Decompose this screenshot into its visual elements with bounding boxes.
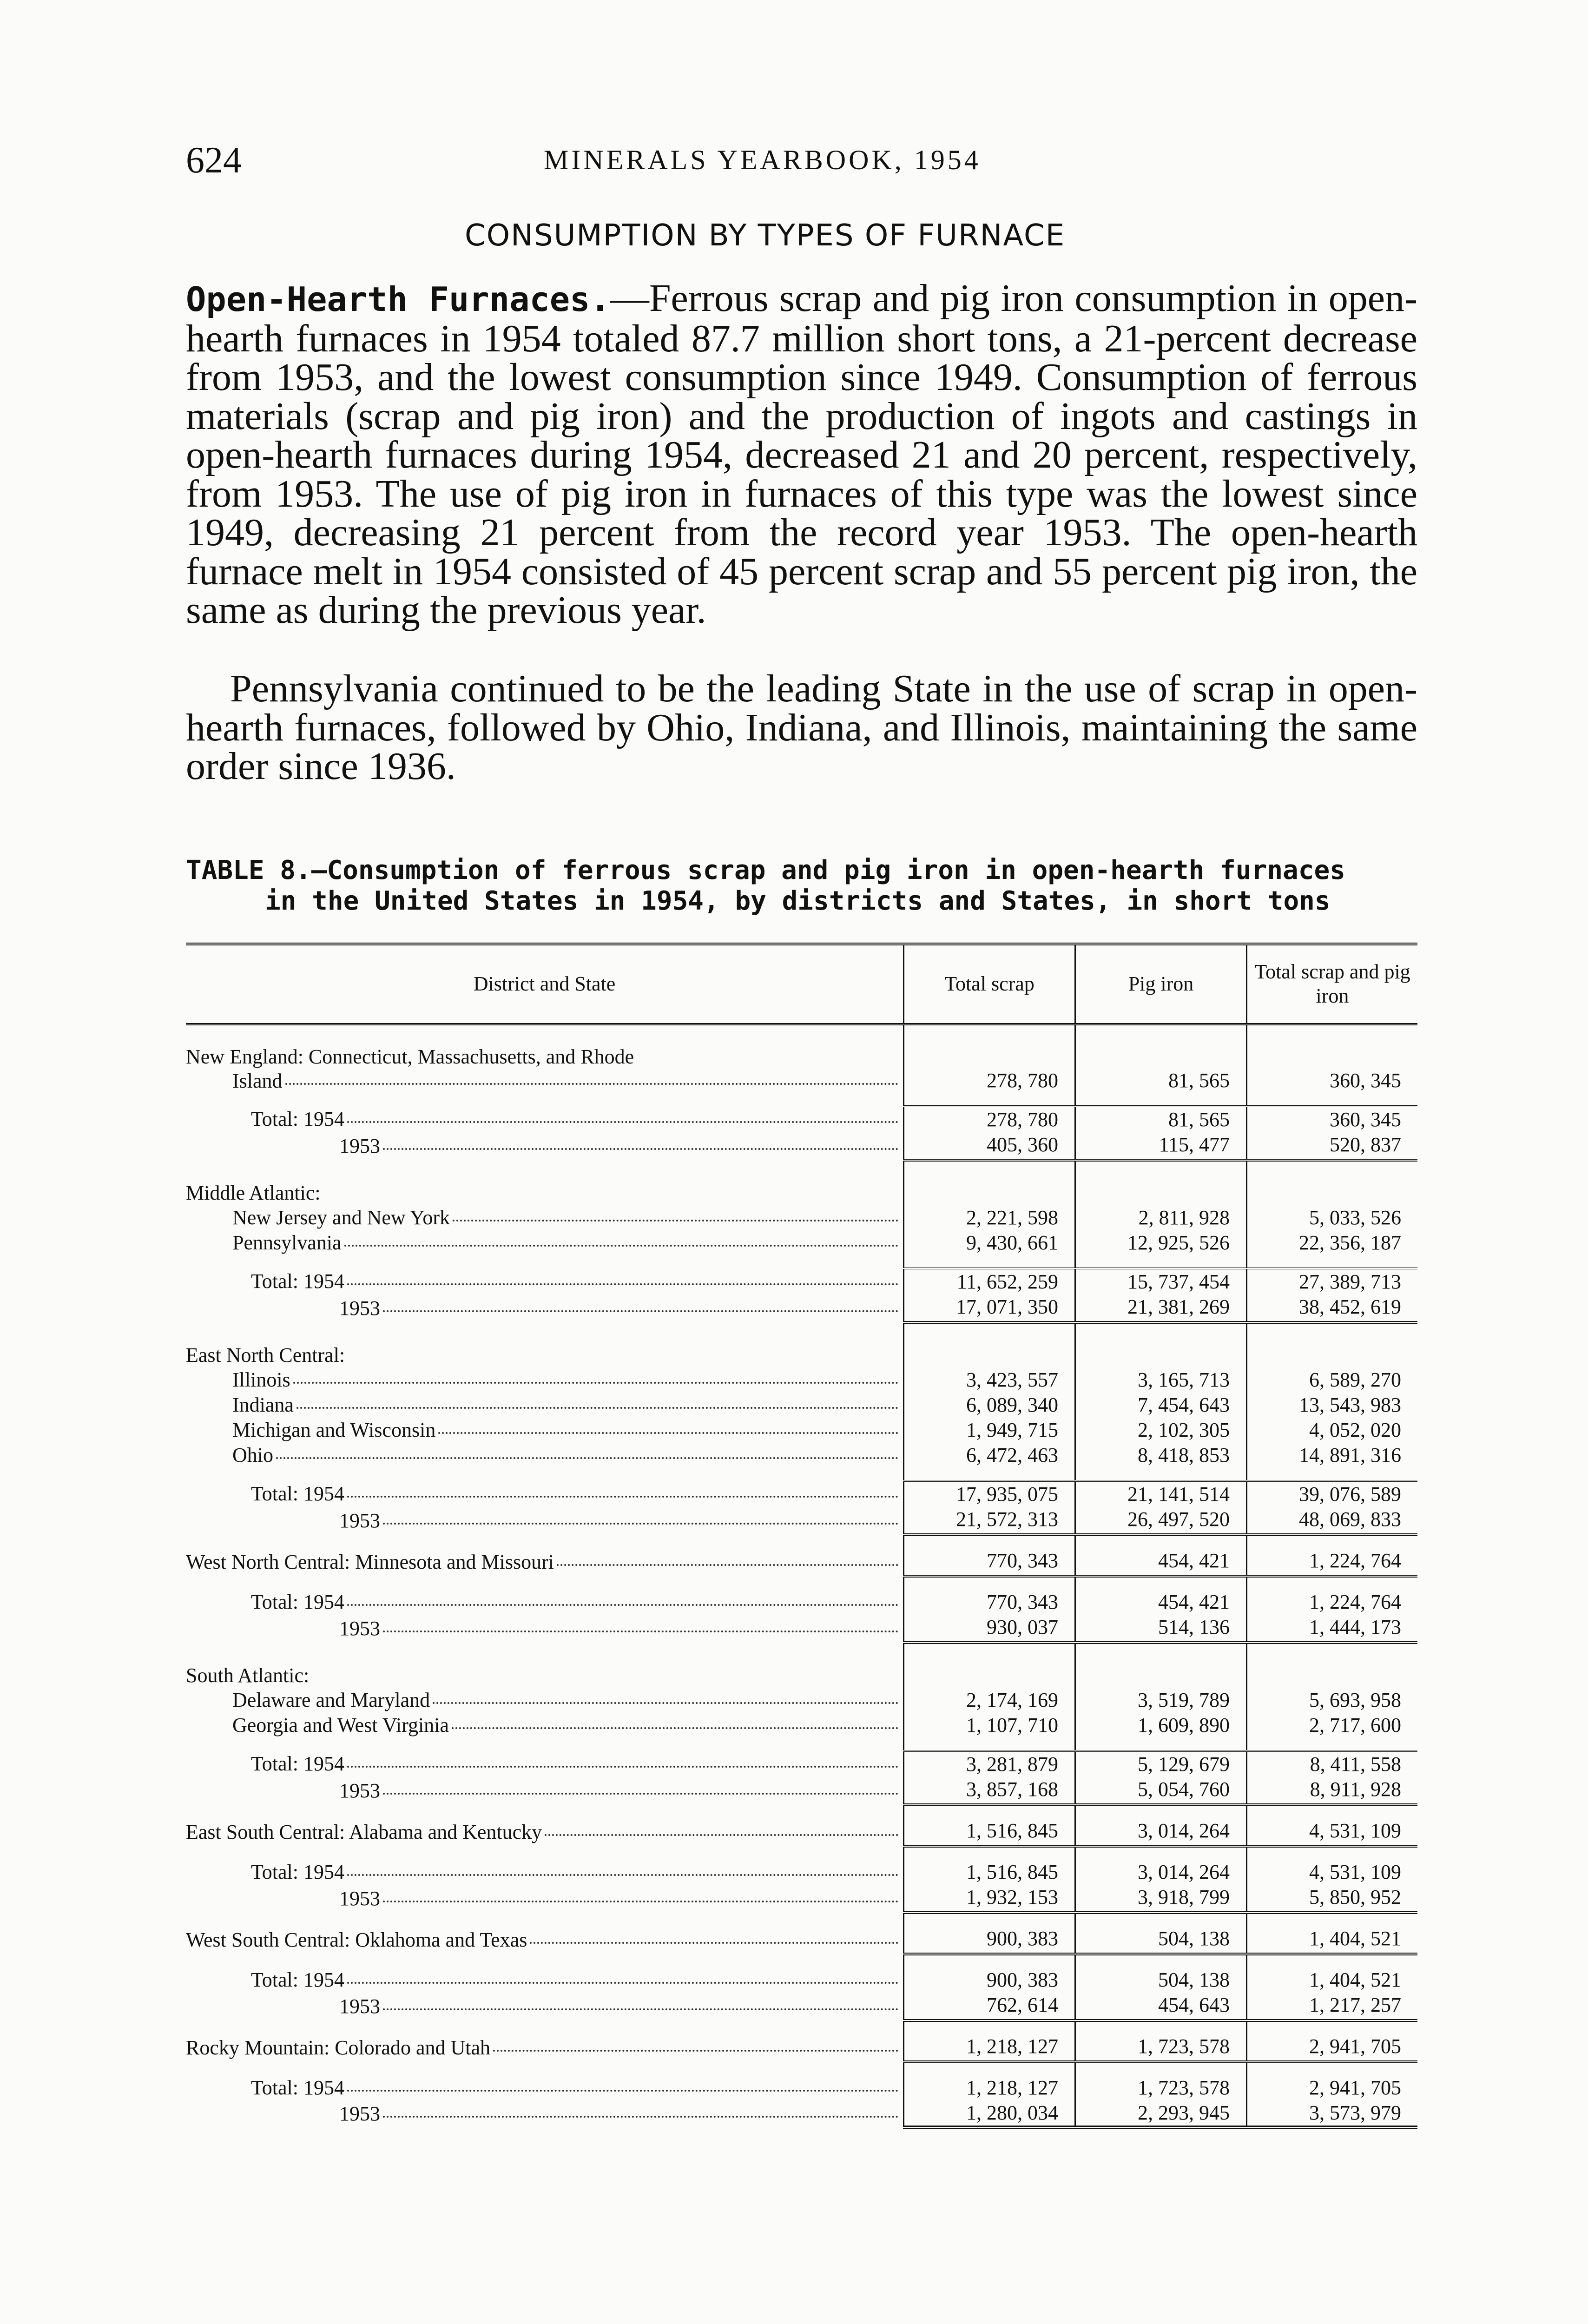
row-label: 1954	[303, 1107, 345, 1130]
cell-value: 2, 717, 600	[1247, 1713, 1418, 1738]
cell-value: 15, 737, 454	[1075, 1268, 1247, 1294]
cell-value: 1, 218, 127	[904, 2075, 1075, 2100]
cell-value: 360, 345	[1247, 1045, 1418, 1093]
row-label: West South Central: Oklahoma and Texas	[186, 1928, 527, 1951]
cell-value: 48, 069, 833	[1247, 1507, 1418, 1535]
table-row	[186, 1713, 1417, 1738]
cell-value: 278, 780	[904, 1106, 1075, 1132]
cell-value: 13, 543, 983	[1247, 1393, 1418, 1418]
cell-value: 1, 444, 173	[1247, 1615, 1418, 1643]
row-label: 1953	[339, 1617, 380, 1640]
cell-value: 770, 343	[904, 1590, 1075, 1615]
row-label: 1954	[303, 1269, 345, 1293]
table-row	[186, 1205, 1417, 1230]
cell-value: 520, 837	[1247, 1132, 1418, 1160]
row-label: Total:	[251, 1482, 299, 1505]
cell-value: 26, 497, 520	[1075, 1507, 1247, 1535]
row-label: Total:	[251, 1107, 299, 1130]
table-row	[186, 1993, 1417, 2020]
section-title: CONSUMPTION BY TYPES OF FURNACE	[465, 218, 1066, 253]
cell-value: 3, 014, 264	[1075, 1818, 1247, 1846]
cell-value: 3, 857, 168	[904, 1777, 1075, 1805]
col-header-total-scrap: Total scrap	[904, 944, 1075, 1024]
row-label: Michigan and Wisconsin	[232, 1418, 436, 1441]
table-row	[186, 1885, 1417, 1913]
table-row	[186, 1751, 1417, 1777]
cell-value: 8, 418, 853	[1075, 1443, 1247, 1468]
table-row	[186, 1507, 1417, 1535]
cell-value: 1, 609, 890	[1075, 1713, 1247, 1738]
cell-value: 900, 383	[904, 1926, 1075, 1954]
cell-value: 5, 850, 952	[1247, 1885, 1418, 1913]
cell-value: 3, 014, 264	[1075, 1860, 1247, 1885]
cell-value: 1, 516, 845	[904, 1818, 1075, 1846]
cell-value: 7, 454, 643	[1075, 1393, 1247, 1418]
cell-value: 2, 941, 705	[1247, 2034, 1418, 2062]
cell-value: 11, 652, 259	[904, 1268, 1075, 1294]
row-label: West North Central: Minnesota and Missouri	[186, 1550, 554, 1573]
cell-value: 38, 452, 619	[1247, 1294, 1418, 1322]
row-label: 1954	[303, 2076, 345, 2099]
row-label: New England: Connecticut, Massachusetts, and Rhode	[186, 1045, 634, 1068]
page-number: 624	[186, 140, 242, 181]
cell-value: 4, 531, 109	[1247, 1860, 1418, 1885]
cell-value: 6, 589, 270	[1247, 1367, 1418, 1393]
row-label: Island	[232, 1069, 283, 1092]
col-header-total-combined: Total scrap and pig iron	[1247, 944, 1418, 1024]
cell-value: 6, 472, 463	[904, 1443, 1075, 1468]
cell-value: 3, 423, 557	[904, 1367, 1075, 1393]
cell-value: 360, 345	[1247, 1106, 1418, 1132]
row-label: Total:	[251, 1968, 299, 1991]
cell-value: 81, 565	[1075, 1106, 1247, 1132]
cell-value: 3, 573, 979	[1247, 2100, 1418, 2127]
row-label: Illinois	[232, 1368, 290, 1391]
row-label: Middle Atlantic:	[186, 1181, 321, 1204]
cell-value: 8, 411, 558	[1247, 1751, 1418, 1777]
cell-value: 2, 941, 705	[1247, 2075, 1418, 2100]
table-row	[186, 1777, 1417, 1805]
row-label: Total:	[251, 1860, 299, 1883]
cell-value: 1, 218, 127	[904, 2034, 1075, 2062]
table-row	[186, 1367, 1417, 1393]
row-label: Ohio	[232, 1443, 273, 1466]
cell-value: 9, 430, 661	[904, 1230, 1075, 1255]
cell-value: 5, 054, 760	[1075, 1777, 1247, 1805]
table-row	[186, 1664, 1417, 1688]
row-label: South Atlantic:	[186, 1664, 310, 1687]
table-row	[186, 1967, 1417, 1993]
col-header-district: District and State	[186, 944, 904, 1024]
cell-value: 21, 381, 269	[1075, 1294, 1247, 1322]
cell-value: 1, 280, 034	[904, 2100, 1075, 2127]
cell-value: 1, 107, 710	[904, 1713, 1075, 1738]
cell-value: 12, 925, 526	[1075, 1230, 1247, 1255]
cell-value: 1, 949, 715	[904, 1418, 1075, 1443]
table-row	[186, 1615, 1417, 1643]
row-label: 1954	[303, 1482, 345, 1505]
table-row	[186, 2100, 1417, 2127]
table-row	[186, 1294, 1417, 1322]
table-row	[186, 2075, 1417, 2100]
row-label: Total:	[251, 1752, 299, 1775]
cell-value: 2, 293, 945	[1075, 2100, 1247, 2127]
paragraph-body: —Ferrous scrap and pig iron consumption in open-hearth furnaces in 1954 totaled 87.7 million short tons, a 21-percent decrease from 1953, and the lowest consumption since 1949. Consumption of ferrous materials (scrap and pig iron) and the production of ingots and castings in open-hearth furnaces during 1954, decreased 21 and 20 percent, respectively, from 1953. The use of pig iron in furnaces of this type was the lowest since 1949, decreasing 21 percent from the record year 1953. The open-hearth furnace melt in 1954 consisted of 45 percent scrap and 55 percent pig iron, the same as during the previous year.	[186, 277, 1417, 632]
table-row	[186, 1230, 1417, 1255]
cell-value: 514, 136	[1075, 1615, 1247, 1643]
row-label: Total:	[251, 1269, 299, 1293]
cell-value: 39, 076, 589	[1247, 1481, 1418, 1507]
table-row	[186, 1106, 1417, 1132]
table-row	[186, 1860, 1417, 1885]
table-row	[186, 1818, 1417, 1846]
cell-value: 504, 138	[1075, 1926, 1247, 1954]
row-label: 1954	[303, 1968, 345, 1991]
paragraph-pennsylvania: Pennsylvania continued to be the leading State in the use of scrap in open-hearth furnaces, followed by Ohio, Indiana, and Illinois, maintaining the same order since 1936.	[186, 667, 1417, 788]
row-label: 1954	[303, 1752, 345, 1775]
row-label: East South Central: Alabama and Kentucky	[186, 1820, 542, 1843]
row-label: Delaware and Maryland	[232, 1688, 430, 1711]
row-label: Total:	[251, 2076, 299, 2099]
cell-value: 3, 918, 799	[1075, 1885, 1247, 1913]
cell-value: 5, 693, 958	[1247, 1688, 1418, 1713]
row-label: 1953	[339, 2102, 380, 2125]
cell-value: 115, 477	[1075, 1132, 1247, 1160]
cell-value: 278, 780	[904, 1045, 1075, 1093]
row-label: 1953	[339, 1994, 380, 2018]
cell-value: 454, 421	[1075, 1548, 1247, 1576]
cell-value: 2, 221, 598	[904, 1205, 1075, 1230]
row-label: Georgia and West Virginia	[232, 1713, 449, 1736]
table-row	[186, 1268, 1417, 1294]
table-row	[186, 1045, 1417, 1093]
table-row	[186, 1443, 1417, 1468]
row-label: East North Central:	[186, 1343, 345, 1367]
row-label: 1953	[339, 1887, 380, 1910]
cell-value: 1, 217, 257	[1247, 1993, 1418, 2020]
col-header-pig-iron: Pig iron	[1075, 944, 1247, 1024]
row-label: Indiana	[232, 1393, 294, 1416]
cell-value: 1, 404, 521	[1247, 1926, 1418, 1954]
cell-value: 21, 141, 514	[1075, 1481, 1247, 1507]
table-row	[186, 2034, 1417, 2062]
cell-value: 14, 891, 316	[1247, 1443, 1418, 1468]
cell-value: 27, 389, 713	[1247, 1268, 1418, 1294]
running-title: MINERALS YEARBOOK, 1954	[544, 145, 981, 175]
cell-value: 3, 519, 789	[1075, 1688, 1247, 1713]
table-row	[186, 1548, 1417, 1576]
row-label: Rocky Mountain: Colorado and Utah	[186, 2036, 491, 2059]
cell-value: 2, 811, 928	[1075, 1205, 1247, 1230]
cell-value: 1, 932, 153	[904, 1885, 1075, 1913]
row-label: 1953	[339, 1296, 380, 1320]
cell-value: 454, 643	[1075, 1993, 1247, 2020]
cell-value: 22, 356, 187	[1247, 1230, 1418, 1255]
table-row	[186, 1393, 1417, 1418]
table-row	[186, 1181, 1417, 1205]
cell-value: 5, 033, 526	[1247, 1205, 1418, 1230]
table-caption-line2: in the United States in 1954, by districts and States, in short tons	[265, 886, 1331, 916]
cell-value: 6, 089, 340	[904, 1393, 1075, 1418]
cell-value: 4, 531, 109	[1247, 1818, 1418, 1846]
row-label: New Jersey and New York	[232, 1206, 450, 1229]
cell-value: 21, 572, 313	[904, 1507, 1075, 1535]
cell-value: 454, 421	[1075, 1590, 1247, 1615]
table-row	[186, 1132, 1417, 1160]
cell-value: 1, 723, 578	[1075, 2034, 1247, 2062]
cell-value: 5, 129, 679	[1075, 1751, 1247, 1777]
table-caption-line1: TABLE 8.—Consumption of ferrous scrap and pig iron in open-hearth furnaces	[186, 855, 1345, 885]
cell-value: 2, 174, 169	[904, 1688, 1075, 1713]
table-row	[186, 1481, 1417, 1507]
cell-value: 504, 138	[1075, 1967, 1247, 1993]
row-label: 1953	[339, 1779, 380, 1802]
cell-value: 17, 935, 075	[904, 1481, 1075, 1507]
table-header-row	[186, 944, 1417, 1024]
cell-value: 17, 071, 350	[904, 1294, 1075, 1322]
cell-value: 1, 224, 764	[1247, 1548, 1418, 1576]
cell-value: 900, 383	[904, 1967, 1075, 1993]
consumption-table	[186, 943, 1417, 2129]
cell-value: 930, 037	[904, 1615, 1075, 1643]
cell-value: 4, 052, 020	[1247, 1418, 1418, 1443]
row-label: Pennsylvania	[232, 1231, 342, 1254]
table-row	[186, 1926, 1417, 1954]
table-row	[186, 1343, 1417, 1367]
cell-value: 2, 102, 305	[1075, 1418, 1247, 1443]
row-label: Total:	[251, 1590, 299, 1613]
cell-value: 3, 281, 879	[904, 1751, 1075, 1777]
paragraph-open-hearth	[186, 279, 1417, 630]
row-label: 1954	[303, 1590, 345, 1613]
cell-value: 1, 224, 764	[1247, 1590, 1418, 1615]
cell-value: 1, 404, 521	[1247, 1967, 1418, 1993]
row-label: 1953	[339, 1134, 380, 1157]
table-row	[186, 1590, 1417, 1615]
table-row	[186, 1688, 1417, 1713]
cell-value: 8, 911, 928	[1247, 1777, 1418, 1805]
table-caption	[186, 855, 1417, 917]
row-label: 1953	[339, 1509, 380, 1532]
cell-value: 1, 516, 845	[904, 1860, 1075, 1885]
row-label: 1954	[303, 1860, 345, 1883]
cell-value: 3, 165, 713	[1075, 1367, 1247, 1393]
table-row	[186, 1418, 1417, 1443]
cell-value: 1, 723, 578	[1075, 2075, 1247, 2100]
cell-value: 770, 343	[904, 1548, 1075, 1576]
paragraph-lead: Open-Hearth Furnaces.	[186, 280, 610, 319]
cell-value: 81, 565	[1075, 1045, 1247, 1093]
cell-value: 405, 360	[904, 1132, 1075, 1160]
cell-value: 762, 614	[904, 1993, 1075, 2020]
